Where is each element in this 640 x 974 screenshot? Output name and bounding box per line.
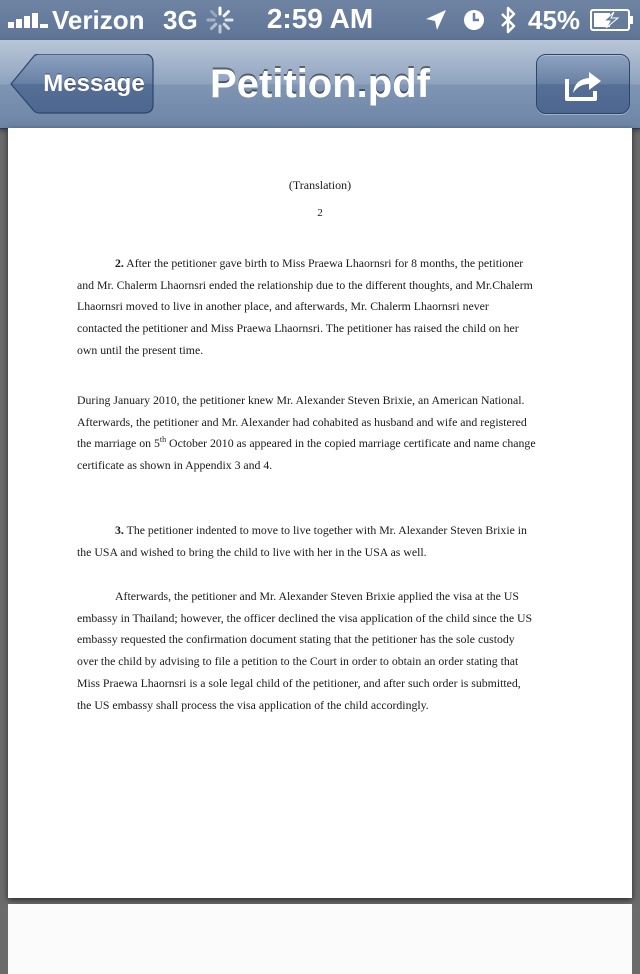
share-button[interactable] [536, 54, 630, 114]
paragraph-number: 3. [115, 523, 124, 537]
paragraph-line: embassy requested the confirmation document stating that the petitioner has the sole custody [77, 632, 515, 647]
bluetooth-icon [498, 6, 518, 34]
paragraph-line: over the child by advising to file a petition to the Court in order to obtain an order stating that [77, 654, 519, 669]
share-icon [563, 65, 605, 103]
paragraph-line: the USA and wished to bring the child to live with her in the USA as well. [77, 544, 427, 559]
text-fragment: October 2010 as appeared in the copied marriage certificate and name change [166, 436, 536, 451]
pdf-page[interactable] [8, 128, 632, 898]
paragraph-line: Miss Praewa Lhaornsri is a sole legal child of the petitioner, and after such order is submitted, [77, 675, 521, 690]
carrier-name: Verizon [52, 5, 145, 35]
paragraph-line: and Mr. Chalerm Lhaornsri ended the relationship due to the different thoughts, and Mr.Chalerm [77, 277, 533, 292]
clock-icon [462, 8, 486, 32]
paragraph-line [77, 253, 567, 275]
paragraph-embassy [77, 586, 567, 716]
paragraph-line: During January 2010, the petitioner knew Mr. Alexander Steven Brixie, an American National. [77, 393, 525, 407]
navigation-bar [0, 40, 640, 129]
paragraph-line: embassy in Thailand; however, the officer declined the visa application of the child since the US [77, 610, 533, 625]
location-arrow-icon [424, 8, 448, 32]
page-number: 2 [317, 207, 323, 219]
paragraph-2 [77, 253, 567, 362]
paragraph-3 [77, 520, 567, 563]
translation-header: (Translation) [288, 178, 352, 192]
network-type: 3G [163, 5, 198, 35]
paragraph-marriage [77, 390, 567, 477]
ordinal-suffix: th [159, 435, 167, 445]
clock-time: 2:59 AM [266, 3, 374, 34]
status-bar [0, 0, 640, 40]
text-line: The petitioner indented to move to live together with Mr. Alexander Steven Brixie in [126, 523, 527, 537]
paragraph-line: Afterwards, the petitioner and Mr. Alexander had cohabited as husband and wife and registered [77, 414, 527, 429]
text-fragment: the marriage on 5 [77, 436, 160, 451]
battery-charging-icon [590, 9, 634, 31]
text-line: After the petitioner gave birth to Miss Praewa Lhaornsri for 8 months, the petitioner [126, 256, 524, 270]
paragraph-line: the US embassy shall process the visa application of the child accordingly. [77, 697, 429, 712]
back-button-label: Message [43, 70, 145, 97]
next-pdf-page[interactable] [8, 904, 632, 974]
paragraph-line: Afterwards, the petitioner and Mr. Alexander Steven Brixie applied the visa at the US [115, 589, 519, 603]
paragraph-line: certificate as shown in Appendix 3 and 4. [77, 458, 273, 473]
paragraph-line: own until the present time. [77, 342, 204, 357]
paragraph-number: 2. [115, 256, 124, 270]
document-title: Petition.pdf [210, 62, 430, 106]
battery-percentage: 45% [528, 5, 581, 35]
paragraph-line: contacted the petitioner and Miss Praewa Lhaornsri. The petitioner has raised the child on her [77, 321, 519, 336]
paragraph-line [77, 520, 567, 542]
paragraph-line: Lhaornsri moved to live in another place, and afterwards, Mr. Chalerm Lhaornsri never [77, 299, 489, 314]
paragraph-line [77, 433, 567, 455]
back-button[interactable] [10, 54, 154, 114]
